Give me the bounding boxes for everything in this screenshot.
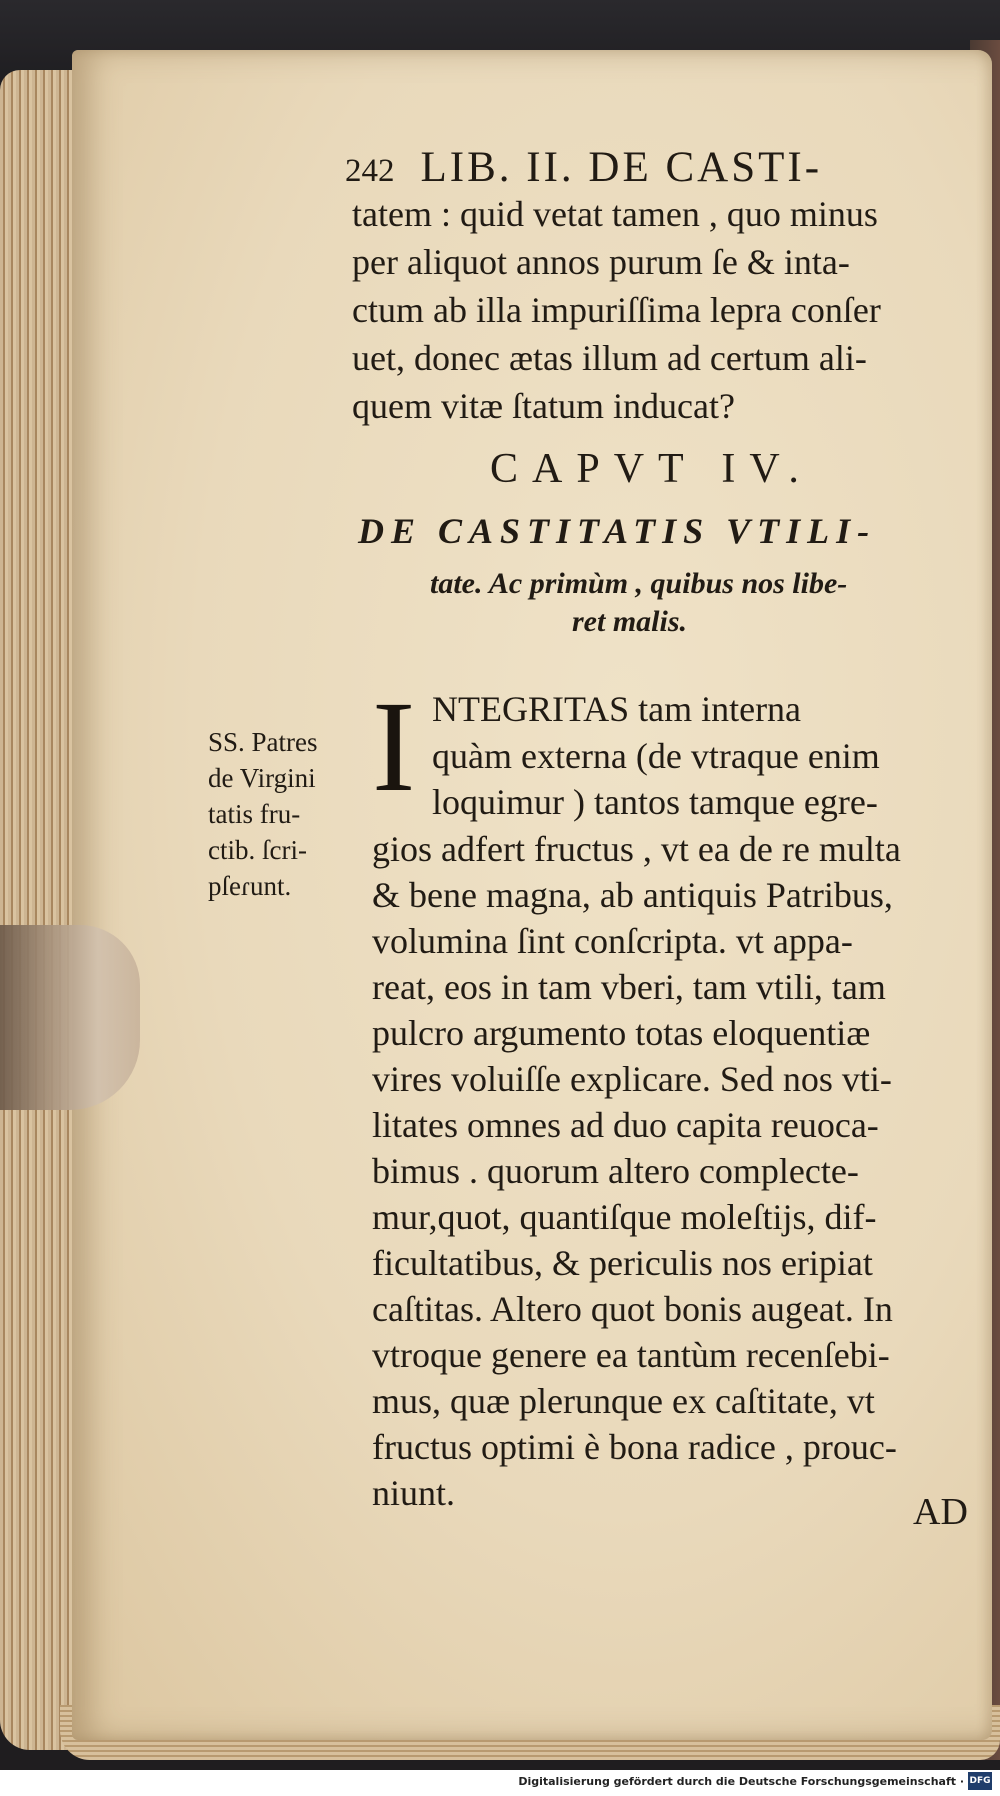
running-header [345,143,822,192]
body-line: bimus . quorum altero complecte- [372,1151,859,1191]
body-line: litates omnes ad duo capita reuoca- [372,1105,879,1145]
margin-note-line: de Virgini [208,763,316,793]
page-number: 242 [345,153,395,189]
catchword: AD [913,1491,968,1533]
body-line: ficultatibus, & periculis nos eripiat [372,1243,873,1283]
body-line: NTEGRITAS tam interna [432,689,802,729]
running-title: LIB. II. DE CASTI- [420,144,823,191]
body-line: pulcro argumento totas eloquentiæ [372,1013,871,1053]
body-line: quàm externa (de vtraque enim [432,736,880,776]
funding-credit: Digitalisierung gefördert durch die Deutsche Forschungsgemeinschaft · [518,1775,964,1788]
margin-note-line: pſeɾunt. [208,871,292,901]
body-line: gios adfert fructus , vt ea de re multa [372,829,901,869]
chapter-subtitle: ret malis. [572,605,688,638]
body-line: quem vitæ ſtatum inducat? [352,386,735,426]
chapter-heading: CAPVT IV. [490,446,813,492]
drop-cap: I [372,675,416,819]
body-line: caſtitas. Altero quot bonis augeat. In [372,1289,893,1329]
body-line: vires voluiſſe explicare. Sed nos vti- [372,1059,892,1099]
chapter-subtitle: DE CASTITATIS VTILI- [358,511,877,551]
body-line: volumina ſint conſcripta. vt appa- [372,921,853,961]
margin-note-line: SS. Patres [208,727,318,757]
body-line: niunt. [372,1473,456,1513]
body-line: vtroque genere ea tantùm recenſebi- [372,1335,890,1375]
body-line: mus, quæ plerunque ex caſtitate, vt [372,1381,875,1421]
body-line: per aliquot annos purum ſe & inta- [352,242,850,282]
body-line: loquimur ) tantos tamque egre- [432,782,878,822]
body-line: mur,quot, quantiſque moleſtijs, dif- [372,1197,877,1237]
body-line: reat, eos in tam vberi, tam vtili, tam [372,967,886,1007]
body-line: uet, donec ætas illum ad certum ali- [352,338,867,378]
dfg-logo-icon: DFG [968,1772,992,1790]
thumb-holding-page [0,925,140,1110]
body-line: ctum ab illa impuriſſima lepra conſer [352,290,881,330]
body-line: tatem : quid vetat tamen , quo minus [352,194,878,234]
body-line: & bene magna, ab antiquis Patribus, [372,875,893,915]
margin-note-line: ctib. ſcri- [208,835,307,865]
body-line: fructus optimi è bona radice , prouc- [372,1427,897,1467]
chapter-subtitle: tate. Ac primùm , quibus nos libe- [430,567,848,600]
margin-note-line: tatis fru- [208,799,301,829]
